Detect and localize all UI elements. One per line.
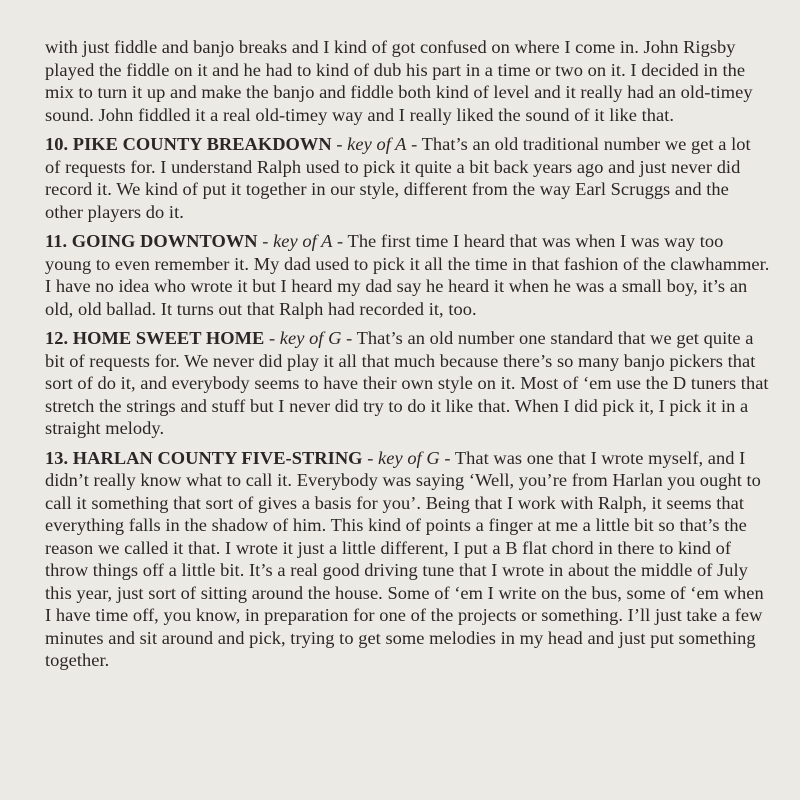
track-key: key of A xyxy=(347,134,407,154)
track-key: key of G xyxy=(279,328,342,348)
track-description: That’s an old traditional number we get a lot of requests for. I understand Ralph used to pick it quite a bit back years ago and just never did record it. We kind of put it together in our style, different from the way Earl Scruggs and the other players do it. xyxy=(45,134,751,222)
track-key: key of G xyxy=(378,447,440,468)
track-title: PIKE COUNTY BREAKDOWN xyxy=(72,134,332,154)
track-title: HARLAN COUNTY FIVE-STRING xyxy=(72,447,363,468)
track-description: That’s an old number one standard that we get quite a bit of requests for. We never did play it all that much because there’s so many banjo pickers that sort of do it, and everybody seems to have their own style on it. Most of ‘em use the D tuners that stretch the strings and stuff but I never did try to do it like that. When I did pick it, I pick it in a straight melody. xyxy=(45,328,769,438)
track-key: key of A xyxy=(273,231,333,251)
track-number: 10. xyxy=(45,134,69,154)
track-title: GOING DOWNTOWN xyxy=(71,231,258,251)
track-number: 12. xyxy=(45,328,69,348)
intro-paragraph: with just fiddle and banjo breaks and I kind of got confused on where I come in. John Rigsby played the fiddle on it and he had to kind of dub his part in a time or two on it. I decided in the mix to turn it up and make the banjo and fiddle both kind of level and it really had an old-timey sound. John fiddled it a real old-timey way and I really liked the sound of it like that. xyxy=(45,37,753,125)
track-10-paragraph: 10. PIKE COUNTY BREAKDOWN - key of A - That’s an old traditional number we get a lot of requests for. I understand Ralph used to pick it quite a bit back years ago and just never did record it. We kind of put it together in our style, different from the way Earl Scruggs and the other players do it. xyxy=(45,134,751,222)
track-11-paragraph: 11. GOING DOWNTOWN - key of A - The first time I heard that was when I was way too young to even remember it. My dad used to pick it all the time in that fashion of the clawhammer. I have no idea who wrote it but I heard my dad say he heard it when he was a small boy, it’s an old, old ballad. It turns out that Ralph had recorded it, too. xyxy=(45,231,770,319)
track-title: HOME SWEET HOME xyxy=(72,328,265,348)
track-number: 11. xyxy=(45,231,68,251)
track-description: The first time I heard that was when I was way too young to even remember it. My dad used to pick it all the time in that fashion of the clawhammer. I have no idea who wrote it but I heard my dad say he heard it when he was a small boy, it’s an old, old ballad. It turns out that Ralph had recorded it, too. xyxy=(45,231,770,319)
track-12-paragraph: 12. HOME SWEET HOME - key of G - That’s an old number one standard that we get quite a bit of requests for. We never did play it all that much because there’s so many banjo pickers that sort of do it, and everybody seems to have their own style on it. Most of ‘em use the D tuners that stretch the strings and stuff but I never did try to do it like that. When I did pick it, I pick it in a straight melody. xyxy=(45,328,769,438)
track-13-paragraph: 13. HARLAN COUNTY FIVE-STRING - key of G - That was one that I wrote myself, and I didn’t really know what to call it. Everybody was saying ‘Well, you’re from Harlan you ought to call it something that sort of gives a basis for you’. Being that I work with Ralph, it seems that everything falls in the shadow of him. This kind of points a finger at me a little bit so that’s the reason we called it that. I wrote it just a little different, I put a B flat chord in there to kind of throw things off a little bit. It’s a real good driving tune that I wrote in about the middle of July this year, just sort of sitting around the house. Some of ‘em I write on the bus, some of ‘em when I have time off, you know, in preparation for one of the projects or something. I’ll just take a few minutes and sit around and pick, trying to get some melodies in my head and just put something together. xyxy=(45,447,764,670)
track-number: 13. xyxy=(45,447,69,468)
track-description: That was one that I wrote myself, and I didn’t really know what to call it. Everybody was saying ‘Well, you’re from Harlan you ought to call it something that sort of gives a basis for you’. Being that I work with Ralph, it seems that everything falls in the shadow of him. This kind of points a finger at me a little bit so that’s the reason we called it that. I wrote it just a little different, I put a B flat chord in there to kind of throw things off a little bit. It’s a real good driving tune that I wrote in about the middle of July this year, just sort of sitting around the house. Some of ‘em I write on the bus, some of ‘em when I have time off, you know, in preparation for one of the projects or something. I’ll just take a few minutes and sit around and pick, trying to get some melodies in my head and just put something together. xyxy=(45,447,764,670)
